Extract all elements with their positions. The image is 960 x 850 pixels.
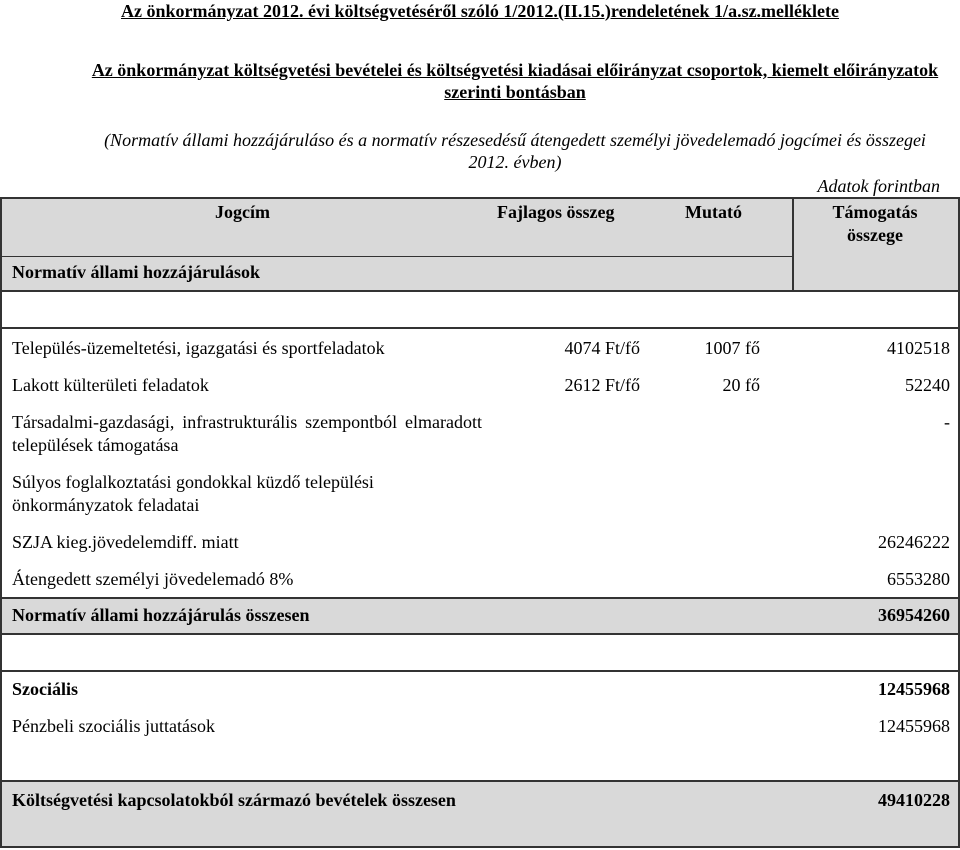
budget-table: [0, 197, 960, 848]
row-fajlagos: 4074 Ft/fő: [564, 338, 640, 358]
total-normativ-label: Normatív állami hozzájárulás összesen: [12, 605, 310, 625]
total-normativ-amount: 36954260: [878, 605, 950, 625]
row-label: Átengedett személyi jövedelemadó 8%: [12, 569, 294, 589]
column-header-fajlagos: Fajlagos összeg: [497, 202, 615, 222]
section-normativ: Normatív állami hozzájárulások: [12, 262, 260, 282]
column-header-jogcim: Jogcím: [215, 202, 270, 222]
social-label: Szociális: [12, 679, 78, 699]
row-label: Súlyos foglalkoztatási gondokkal küzdő települési önkormányzatok feladatai: [12, 472, 374, 515]
row-label: Társadalmi-gazdasági, infrastrukturális szempontból elmaradott települések támogatása: [12, 412, 482, 455]
grand-total-label: Költségvetési kapcsolatokból származó bevételek összesen: [12, 790, 456, 810]
row-amount: -: [944, 412, 950, 432]
grand-total-amount: 49410228: [878, 790, 950, 810]
row-mutato: 1007 fő: [704, 338, 760, 358]
row-mutato: 20 fő: [722, 375, 760, 395]
row-amount: 52240: [905, 375, 950, 395]
row-label: SZJA kieg.jövedelemdiff. miatt: [12, 532, 239, 552]
column-header-tamogatas: Támogatás összege: [832, 202, 918, 245]
row-amount: 26246222: [878, 532, 950, 552]
column-header-mutato: Mutató: [685, 202, 742, 222]
row-label: Lakott külterületi feladatok: [12, 375, 209, 395]
row-label: Település-üzemeltetési, igazgatási és sportfeladatok: [12, 338, 385, 358]
social-cash-label: Pénzbeli szociális juttatások: [12, 716, 215, 736]
social-amount: 12455968: [878, 679, 950, 699]
row-amount: 4102518: [887, 338, 950, 358]
row-amount: 6553280: [887, 569, 950, 589]
row-fajlagos: 2612 Ft/fő: [564, 375, 640, 395]
social-cash-amount: 12455968: [878, 716, 950, 736]
annex-title: Az önkormányzat 2012. évi költségvetéséről szóló 1/2012.(II.15.)rendeletének 1/a.sz.melléklete: [120, 1, 840, 21]
document-title: Az önkormányzat költségvetési bevételei és költségvetési kiadásai előirányzat csoportok, kiemelt előirányzatok szerinti bontásban: [91, 60, 939, 102]
document-subtitle: (Normatív állami hozzájáruláso és a normatív részesedésű átengedett személyi jövedelemadó jogcímei és összegei 2012. évben): [104, 130, 926, 172]
unit-note: Adatok forintban: [817, 176, 940, 196]
